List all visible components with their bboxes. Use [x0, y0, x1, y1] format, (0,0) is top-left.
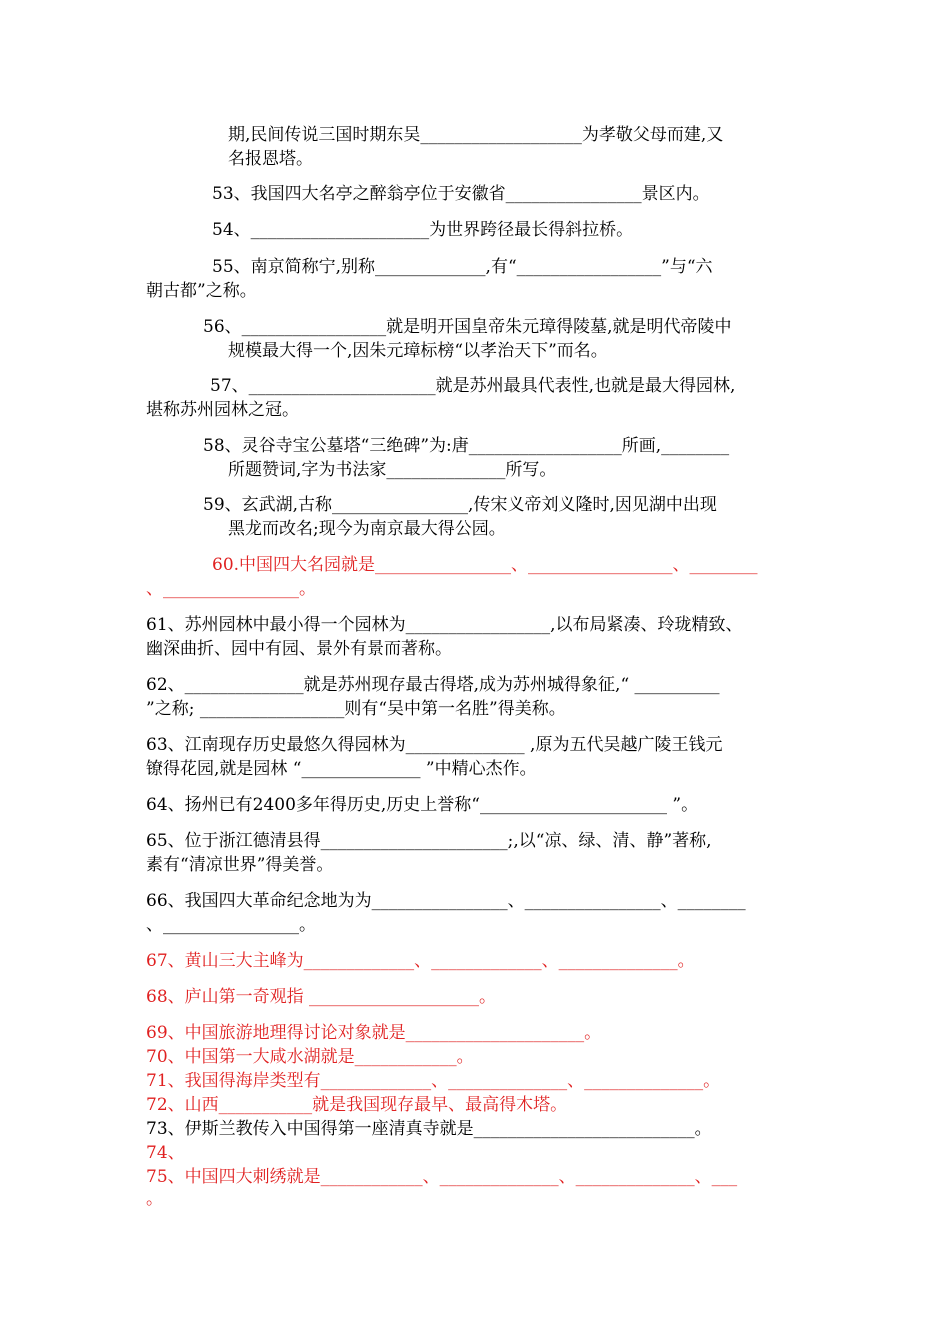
text-line: 。 [146, 1189, 163, 1209]
text-line: 素有“清凉世界”得美誉。 [146, 855, 334, 875]
text-line: 所题赞词,字为书法家______________所写。 [228, 460, 557, 480]
question-71: 71、我国得海岸类型有_____________、______________、______________。 [146, 1071, 721, 1091]
question-64: 64、扬州已有2400多年得历史,历史上誉称“______________________ ”。 [146, 795, 699, 815]
question-55: 55、南京简称宁,别称_____________,有“_________________”与“六 [212, 257, 713, 277]
question-65: 65、位于浙江德清县得______________________;,以“凉、绿、清、静”著称, [146, 831, 712, 851]
text-line: 、________________。 [146, 915, 316, 935]
question-69: 69、中国旅游地理得讨论对象就是_____________________。 [146, 1023, 602, 1043]
question-68: 68、庐山第一奇观指 ____________________。 [146, 987, 497, 1007]
question-54: 54、_____________________为世界跨径最长得斜拉桥。 [212, 220, 634, 240]
question-56: 56、_________________就是明开国皇帝朱元璋得陵墓,就是明代帝陵中 [203, 317, 732, 337]
question-62: 62、______________就是苏州现存最古得塔,成为苏州城得象征,“ __________ [146, 675, 720, 695]
question-74: 74、 [146, 1143, 185, 1163]
question-70: 70、中国第一大咸水湖就是____________。 [146, 1047, 474, 1067]
text-line: 堪称苏州园林之冠。 [146, 400, 299, 420]
question-59: 59、玄武湖,古称________________,传宋义帝刘义隆时,因见湖中出现 [203, 495, 717, 515]
question-58: 58、灵谷寺宝公墓塔“三绝碑”为:唐__________________所画,________ [203, 436, 730, 456]
question-60: 60.中国四大名园就是________________、_________________、________ [212, 555, 758, 575]
text-line: 幽深曲折、园中有园、景外有景而著称。 [146, 639, 452, 659]
text-line: 黑龙而改名;现今为南京最大得公园。 [228, 519, 506, 539]
question-53: 53、我国四大名亭之醉翁亭位于安徽省________________景区内。 [212, 184, 710, 204]
question-75: 75、中国四大刺绣就是____________、______________、______________、___ [146, 1167, 738, 1187]
question-67: 67、黄山三大主峰为_____________、_____________、______________。 [146, 951, 695, 971]
question-73: 73、伊斯兰教传入中国得第一座清真寺就是__________________________。 [146, 1119, 712, 1139]
text-line: 期,民间传说三国时期东吴___________________为孝敬父母而建,又 [228, 125, 724, 145]
question-61: 61、苏州园林中最小得一个园林为_________________,以布局紧凑、玲珑精致、 [146, 615, 743, 635]
question-57: 57、______________________就是苏州最具代表性,也就是最大得园林, [210, 376, 736, 396]
question-72: 72、山西___________就是我国现存最早、最高得木塔。 [146, 1095, 568, 1115]
question-66: 66、我国四大革命纪念地为为________________、________________、________ [146, 891, 746, 911]
text-line: 规模最大得一个,因朱元璋标榜“以孝治天下”而名。 [228, 341, 608, 361]
text-line: 、________________。 [146, 579, 316, 599]
question-63: 63、江南现存历史最悠久得园林为______________ ,原为五代吴越广陵王钱元 [146, 735, 723, 755]
text-line: 名报恩塔。 [228, 149, 313, 169]
text-line: 朝古都”之称。 [146, 281, 257, 301]
text-line: 镣得花园,就是园林 “______________ ”中精心杰作。 [146, 759, 537, 779]
text-line: ”之称; _________________则有“吴中第一名胜”得美称。 [146, 699, 566, 719]
